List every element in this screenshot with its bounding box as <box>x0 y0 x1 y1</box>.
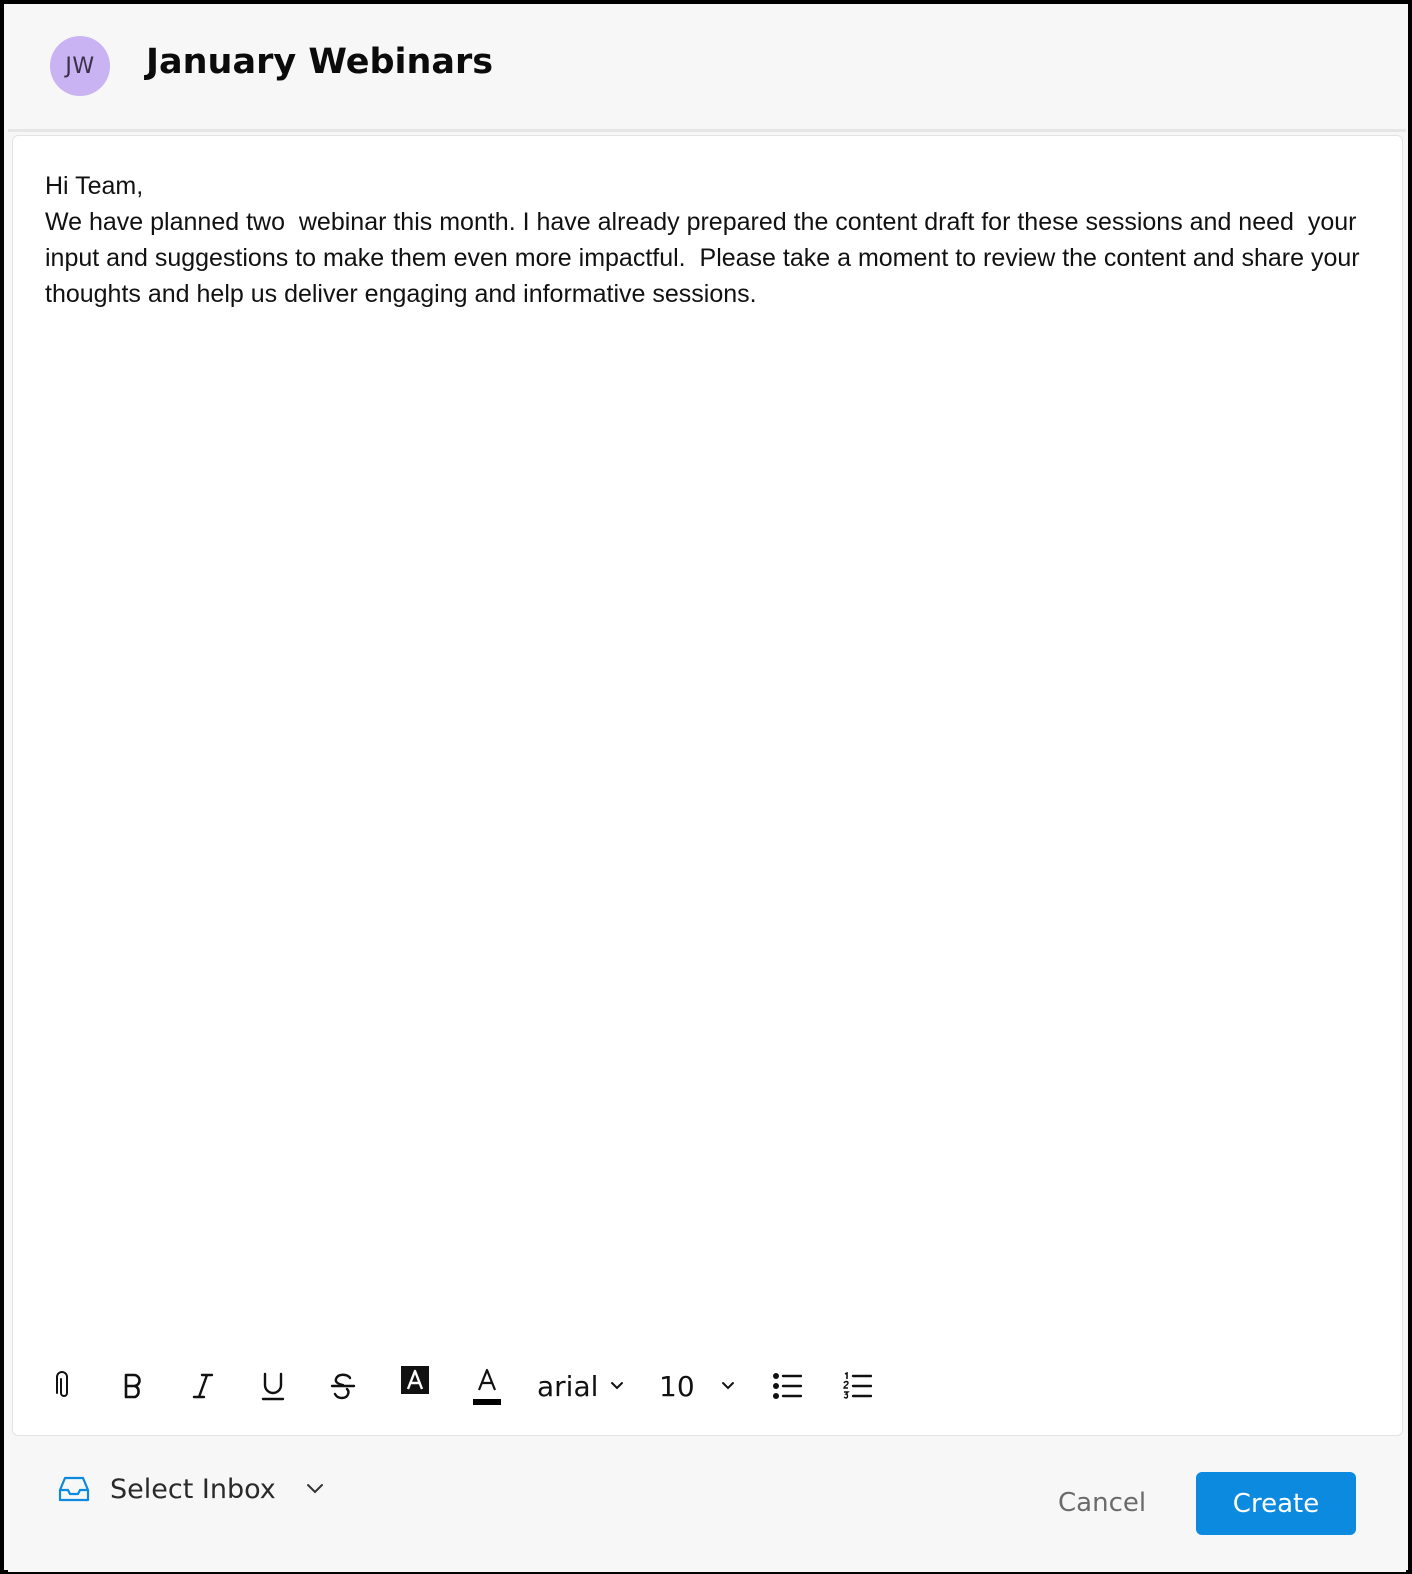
underline-button[interactable] <box>255 1358 291 1414</box>
strikethrough-icon <box>330 1371 356 1401</box>
message-editor[interactable] <box>12 135 1403 1436</box>
inbox-select[interactable] <box>58 1467 324 1511</box>
numbered-list-button[interactable] <box>839 1358 875 1414</box>
text-color-icon <box>472 1366 502 1406</box>
formatting-toolbar <box>49 1358 949 1414</box>
attachment-button[interactable] <box>49 1358 79 1414</box>
page-title: January Webinars <box>146 42 494 82</box>
inbox-icon <box>58 1475 90 1503</box>
underline-icon <box>261 1371 285 1401</box>
highlight-icon <box>400 1365 430 1395</box>
bulleted-list-icon <box>772 1372 802 1400</box>
create-button[interactable]: Create <box>1196 1472 1356 1535</box>
message-body[interactable] <box>45 168 1365 312</box>
italic-button[interactable] <box>185 1358 221 1414</box>
chevron-down-icon <box>721 1381 735 1391</box>
message-paragraph: We have planned two webinar this month. I have already prepared the content draft for these sessions and need your input and suggestions to make them even more impactful. Please take a moment to review the content and share your thoughts and help us deliver engaging and informative sessions. <box>45 208 1367 308</box>
inbox-select-label: Select Inbox <box>110 1473 276 1505</box>
highlight-button[interactable] <box>397 1352 433 1408</box>
dialog-header <box>8 8 1406 132</box>
bold-icon <box>122 1372 144 1400</box>
cancel-button[interactable]: Cancel <box>1058 1485 1146 1521</box>
message-greeting: Hi Team, <box>45 172 144 200</box>
italic-icon <box>192 1372 214 1400</box>
text-color-button[interactable] <box>469 1358 505 1414</box>
strikethrough-button[interactable] <box>325 1358 361 1414</box>
chevron-down-icon <box>306 1483 324 1495</box>
numbered-list-icon <box>842 1372 872 1400</box>
dialog-footer <box>8 1437 1406 1572</box>
bulleted-list-button[interactable] <box>769 1358 805 1414</box>
font-size-value: 10 <box>659 1369 695 1403</box>
chevron-down-icon <box>610 1381 624 1391</box>
font-size-select[interactable] <box>659 1358 749 1414</box>
font-family-select[interactable] <box>537 1358 627 1414</box>
font-family-value: arial <box>537 1369 599 1403</box>
attachment-icon <box>55 1371 73 1401</box>
bold-button[interactable] <box>115 1358 151 1414</box>
avatar: JW <box>50 36 110 96</box>
